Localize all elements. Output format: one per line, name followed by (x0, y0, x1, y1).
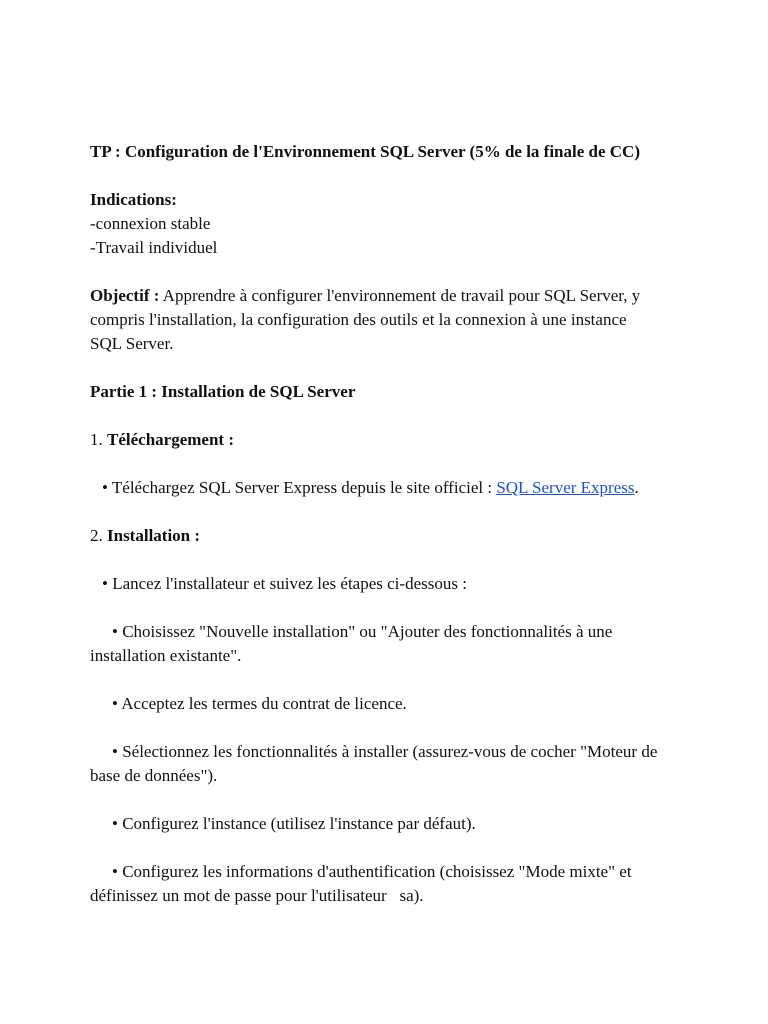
objectif-paragraph: Objectif : Apprendre à configurer l'environnement de travail pour SQL Server, y (90, 286, 641, 305)
sub-bullet: • Configurez l'instance (utilisez l'instance par défaut). (112, 814, 476, 833)
sub-bullet-continuation: installation existante". (90, 646, 242, 665)
document-title: TP : Configuration de l'Environnement SQL Server (5% de la finale de CC) (90, 142, 640, 161)
sub-bullet: • Acceptez les termes du contrat de licence. (112, 694, 407, 713)
sql-server-express-link[interactable]: SQL Server Express (496, 478, 635, 497)
install-bullet: • Lancez l'installateur et suivez les étapes ci-dessous : (102, 574, 467, 593)
step1-heading: 1. Téléchargement : (90, 430, 234, 449)
objectif-label: Objectif : (90, 286, 160, 305)
partie1-heading: Partie 1 : Installation de SQL Server (90, 382, 356, 401)
download-bullet: • Téléchargez SQL Server Express depuis le site officiel : SQL Server Express. (102, 478, 639, 497)
sub-bullet: • Choisissez "Nouvelle installation" ou "Ajouter des fonctionnalités à une (112, 622, 613, 641)
objectif-paragraph-line: compris l'installation, la configuration des outils et la connexion à une instance (90, 310, 627, 329)
sub-bullet: • Sélectionnez les fonctionnalités à installer (assurez-vous de cocher "Moteur de (112, 742, 658, 761)
sub-bullet-continuation: définissez un mot de passe pour l'utilisateur sa). (90, 886, 424, 905)
indication-item: -connexion stable (90, 214, 211, 233)
indication-item: -Travail individuel (90, 238, 218, 257)
sub-bullet: • Configurez les informations d'authentification (choisissez "Mode mixte" et (112, 862, 632, 881)
objectif-paragraph-line: SQL Server. (90, 334, 174, 353)
step2-heading: 2. Installation : (90, 526, 201, 545)
sub-bullet-continuation: base de données"). (90, 766, 218, 785)
indications-heading: Indications: (90, 190, 177, 209)
